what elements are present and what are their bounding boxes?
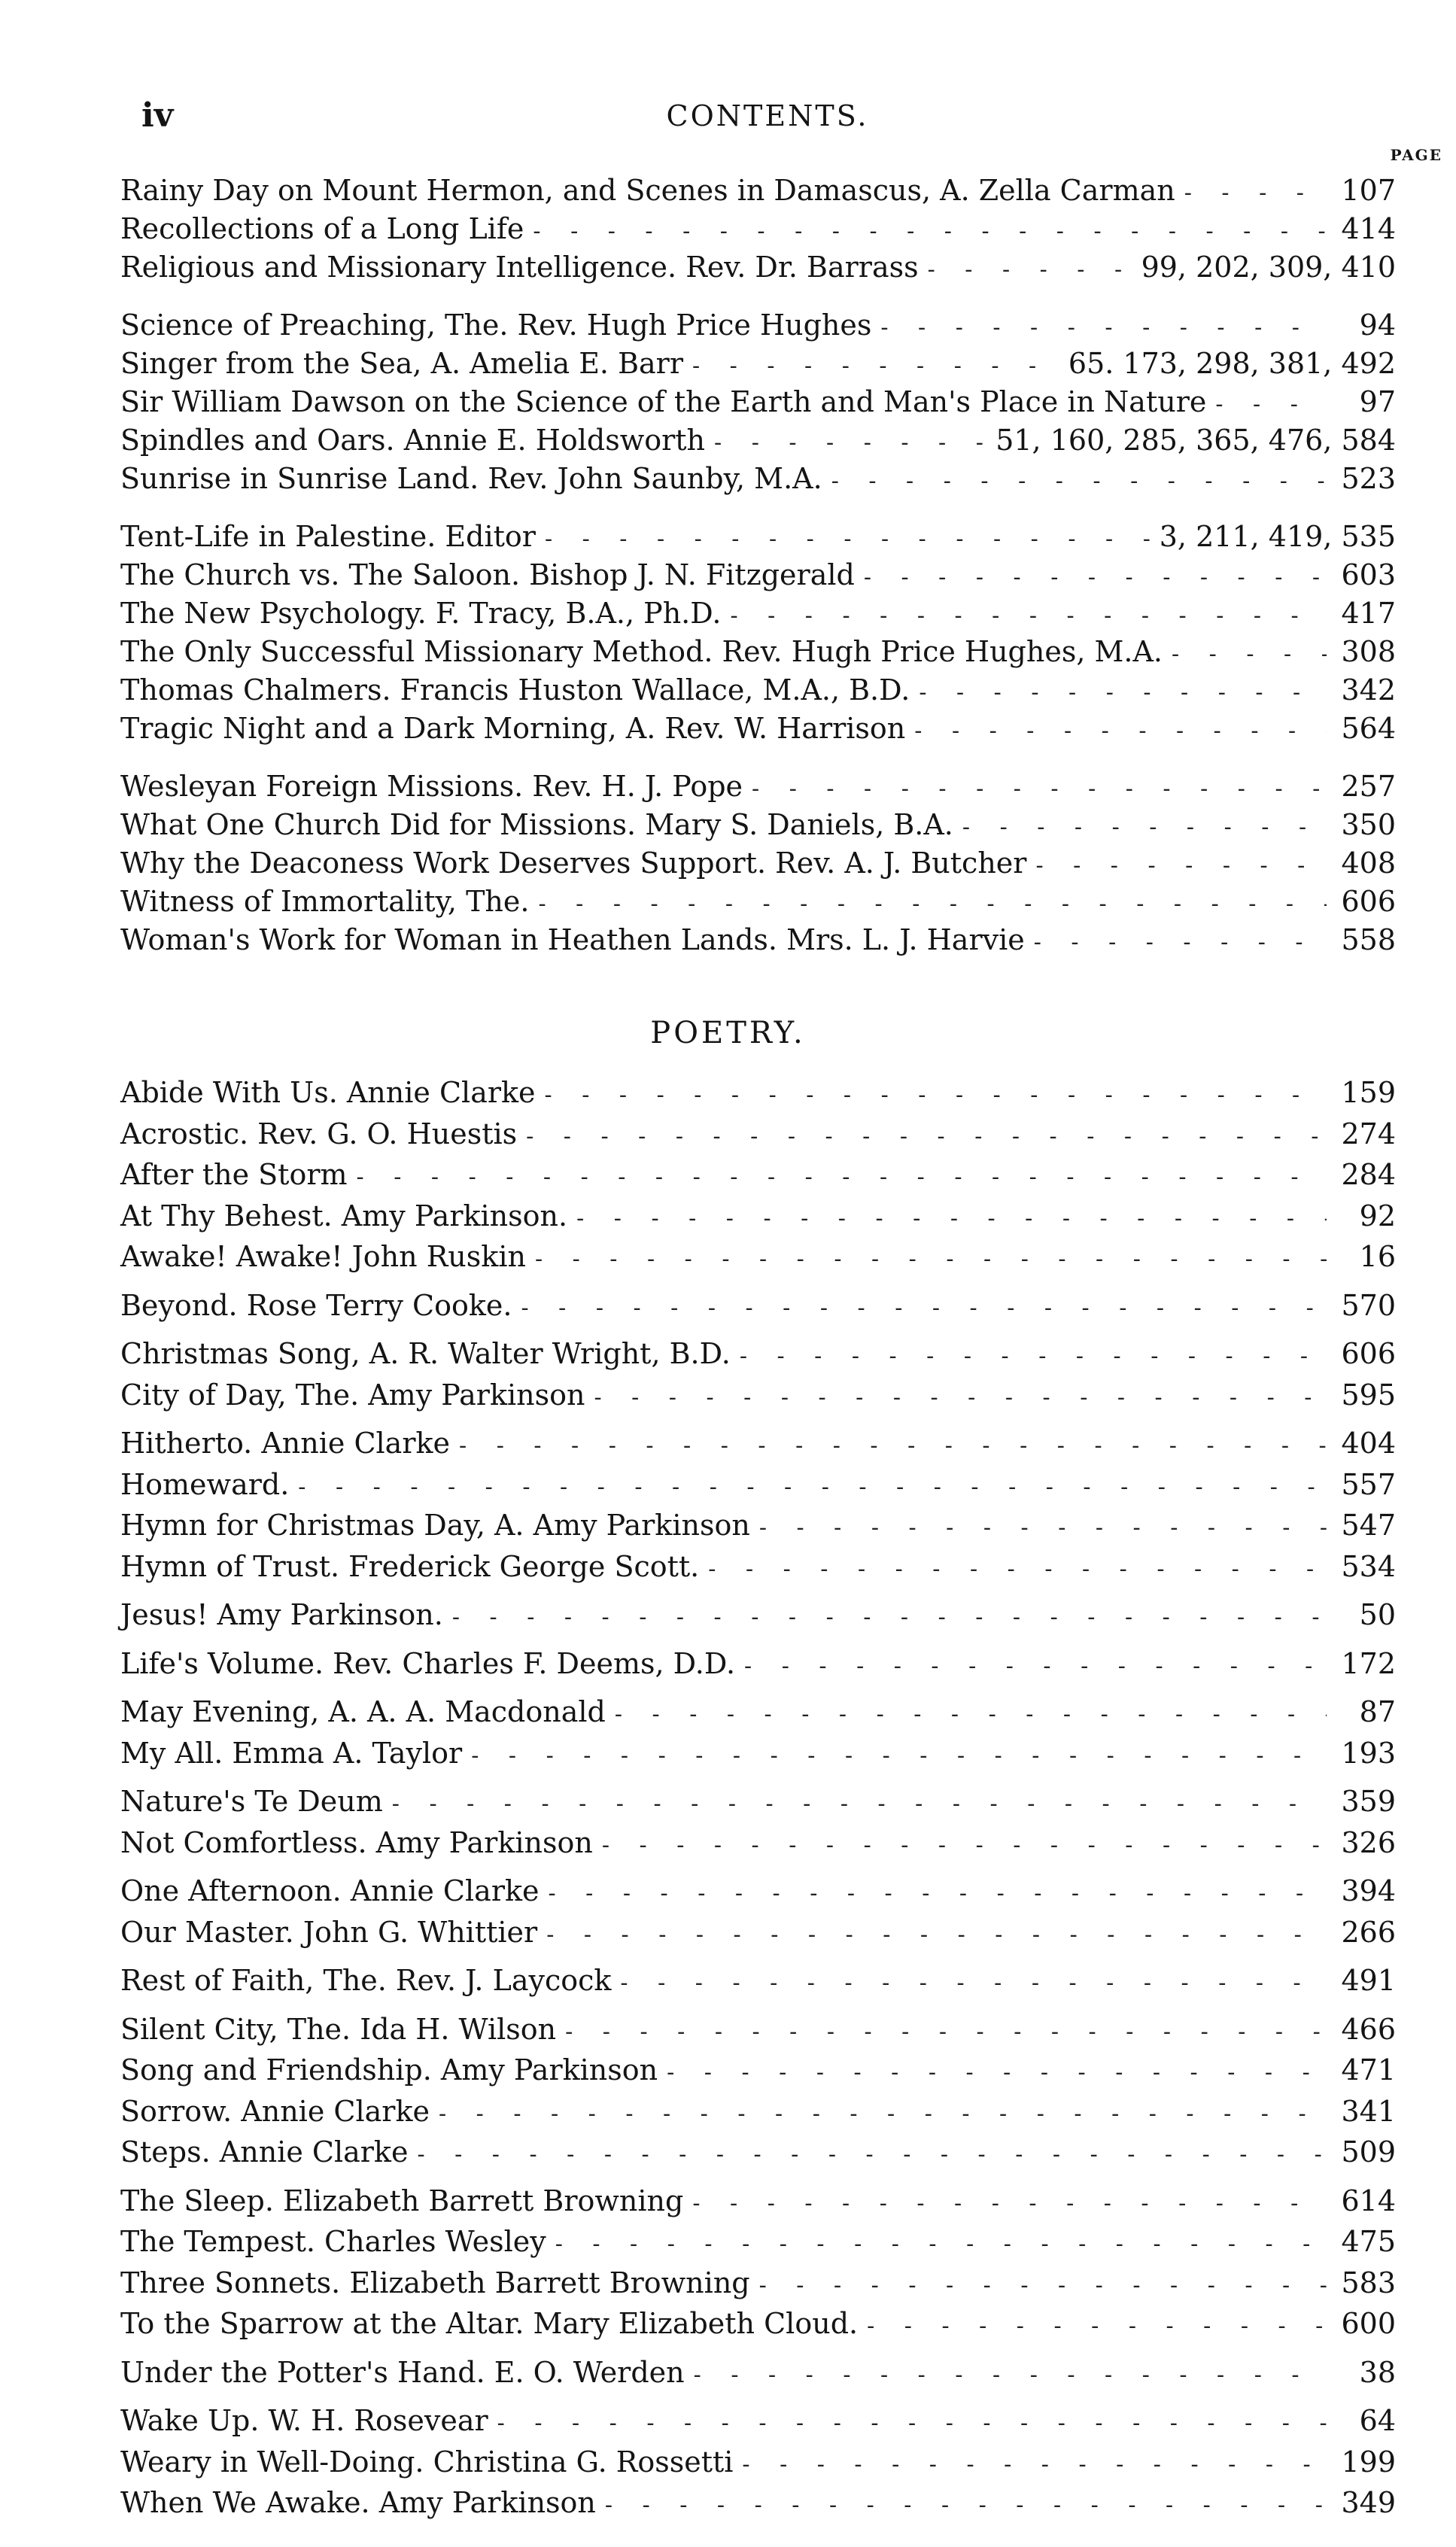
entry-pages: 394 <box>1341 1874 1396 1907</box>
entry-pages: 523 <box>1341 462 1396 496</box>
contents-entry <box>120 1546 1396 1588</box>
entry-title: Sir William Dawson on the Science of the Earth and Man's Place in Nature <box>120 384 1207 418</box>
leader-dots <box>521 1285 1327 1330</box>
entry-pages: 414 <box>1341 212 1396 246</box>
entry-title: City of Day, The. Amy Parkinson <box>120 1378 585 1412</box>
leader-dots <box>576 1196 1327 1240</box>
entry-pages: 97 <box>1359 384 1396 418</box>
entry-pages: 199 <box>1341 2445 1396 2479</box>
entry-pages: 534 <box>1341 1549 1396 1583</box>
leader-dots <box>867 2303 1327 2348</box>
contents-entry <box>120 1154 1396 1196</box>
contents-entry <box>120 2132 1396 2173</box>
contents-entry <box>120 1822 1396 1864</box>
entry-pages: 349 <box>1341 2486 1396 2519</box>
leader-dots <box>1034 921 1327 962</box>
entry-title: What One Church Did for Missions. Mary S. Daniels, B.A. <box>120 807 953 841</box>
entry-pages: 558 <box>1341 923 1396 957</box>
entry-title: Hitherto. Annie Clarke <box>120 1427 451 1460</box>
entry-pages: 65. 173, 298, 381, 492 <box>1068 346 1396 380</box>
leader-dots <box>392 1781 1327 1825</box>
entry-title: Homeward. <box>120 1467 290 1501</box>
leader-dots <box>692 345 1059 385</box>
entry-pages: 87 <box>1359 1695 1396 1728</box>
contents-entry <box>120 844 1396 883</box>
leader-dots <box>962 806 1327 846</box>
contents-entry <box>120 1594 1396 1636</box>
entry-pages: 564 <box>1341 712 1396 746</box>
entry-title: Science of Preaching, The. Rev. Hugh Price Hughes <box>120 308 872 342</box>
entry-pages: 491 <box>1341 1964 1396 1997</box>
entry-pages: 509 <box>1341 2135 1396 2169</box>
leader-dots <box>497 2400 1327 2445</box>
leader-dots <box>752 767 1327 808</box>
leader-dots <box>620 1960 1327 2004</box>
entry-title: Tragic Night and a Dark Morning, A. Rev. W. Harrison <box>120 712 906 746</box>
leader-dots <box>730 594 1327 635</box>
entry-pages: 600 <box>1341 2307 1396 2340</box>
entry-pages: 16 <box>1359 1240 1396 1273</box>
entry-title: Recollections of a Long Life <box>120 212 524 246</box>
entry-pages: 107 <box>1341 174 1396 207</box>
leader-dots <box>864 556 1327 597</box>
contents-entry <box>120 2352 1396 2394</box>
entry-pages: 359 <box>1341 1785 1396 1818</box>
contents-entry <box>120 210 1396 248</box>
entry-title: Tent-Life in Palestine. Editor <box>120 519 536 553</box>
contents-entry <box>120 306 1396 345</box>
entry-title: Sorrow. Annie Clarke <box>120 2094 430 2128</box>
entry-title: The Tempest. Charles Wesley <box>120 2225 546 2258</box>
leader-dots <box>471 1733 1327 1777</box>
entry-title: Awake! Awake! John Ruskin <box>120 1240 526 1273</box>
entry-pages: 257 <box>1341 769 1396 803</box>
poetry-contents-list <box>120 1072 1396 2524</box>
entry-pages: 350 <box>1341 807 1396 841</box>
contents-entry <box>120 1236 1396 1278</box>
contents-entry <box>120 1375 1396 1416</box>
folio: iv <box>141 96 174 135</box>
leader-dots <box>831 460 1327 500</box>
entry-title: When We Awake. Amy Parkinson <box>120 2486 596 2519</box>
contents-entry <box>120 1781 1396 1822</box>
leader-dots <box>919 671 1327 712</box>
entry-title: The Sleep. Elizabeth Barrett Browning <box>120 2184 684 2217</box>
leader-dots <box>880 306 1327 347</box>
leader-dots <box>452 1594 1327 1639</box>
entry-title: One Afternoon. Annie Clarke <box>120 1874 540 1907</box>
entry-pages: 475 <box>1341 2225 1396 2258</box>
contents-entry <box>120 345 1396 383</box>
entry-title: Wesleyan Foreign Missions. Rev. H. J. Pope <box>120 769 743 803</box>
entry-pages: 51, 160, 285, 365, 476, 584 <box>995 424 1396 457</box>
contents-entry <box>120 1196 1396 1237</box>
leader-dots <box>914 710 1327 750</box>
entry-pages: 408 <box>1341 846 1396 880</box>
contents-entry <box>120 2482 1396 2524</box>
contents-entry <box>120 1912 1396 1953</box>
contents-entry <box>120 172 1396 210</box>
leader-dots <box>545 1072 1327 1117</box>
entry-title: Silent City, The. Ida H. Wilson <box>120 2012 557 2046</box>
contents-entry <box>120 1333 1396 1375</box>
entry-title: Our Master. John G. Whittier <box>120 1915 538 1949</box>
entry-pages: 557 <box>1341 1467 1396 1501</box>
entry-title: Why the Deaconess Work Deserves Support. Rev. A. J. Butcher <box>120 846 1027 880</box>
entry-title: Witness of Immortality, The. <box>120 885 530 919</box>
entry-pages: 570 <box>1341 1288 1396 1322</box>
entry-title: At Thy Behest. Amy Parkinson. <box>120 1199 568 1232</box>
contents-entry <box>120 1643 1396 1685</box>
contents-entry <box>120 806 1396 844</box>
contents-entry <box>120 383 1396 421</box>
leader-dots <box>1035 844 1327 885</box>
leader-dots <box>1215 383 1327 424</box>
entry-pages: 193 <box>1341 1736 1396 1770</box>
contents-entry <box>120 1733 1396 1774</box>
leader-dots <box>1184 172 1327 212</box>
entry-title: Acrostic. Rev. G. O. Huestis <box>120 1117 518 1150</box>
contents-entry <box>120 556 1396 594</box>
contents-entry <box>120 460 1396 498</box>
entry-pages: 159 <box>1341 1076 1396 1109</box>
leader-dots <box>417 2132 1327 2176</box>
leader-dots <box>545 518 1151 558</box>
entry-title: Not Comfortless. Amy Parkinson <box>120 1825 593 1859</box>
leader-dots <box>742 2442 1327 2486</box>
entry-title: Woman's Work for Woman in Heathen Lands. Mrs. L. J. Harvie <box>120 923 1025 957</box>
leader-dots <box>533 210 1327 251</box>
page-column-label: PAGE <box>1390 146 1442 164</box>
leader-dots <box>565 2009 1327 2053</box>
entry-pages: 274 <box>1341 1117 1396 1150</box>
entry-pages: 92 <box>1359 1199 1396 1232</box>
entry-title: Under the Potter's Hand. E. O. Werden <box>120 2355 685 2389</box>
leader-dots <box>667 2050 1327 2094</box>
entry-title: Sunrise in Sunrise Land. Rev. John Saunby, M.A. <box>120 462 822 496</box>
contents-entry <box>120 594 1396 633</box>
leader-dots <box>759 1505 1327 1549</box>
entry-title: To the Sparrow at the Altar. Mary Elizabeth Cloud. <box>120 2307 859 2340</box>
entry-title: Rainy Day on Mount Hermon, and Scenes in Damascus, A. Zella Carman <box>120 174 1175 207</box>
entry-pages: 471 <box>1341 2053 1396 2087</box>
leader-dots <box>298 1464 1327 1509</box>
entry-title: Abide With Us. Annie Clarke <box>120 1076 536 1109</box>
entry-title: Thomas Chalmers. Francis Huston Wallace, M.A., B.D. <box>120 673 910 707</box>
contents-entry <box>120 1072 1396 1114</box>
entry-pages: 614 <box>1341 2184 1396 2217</box>
entry-title: Beyond. Rose Terry Cooke. <box>120 1288 512 1322</box>
leader-dots <box>708 1546 1327 1591</box>
entry-title: The New Psychology. F. Tracy, B.A., Ph.D. <box>120 596 722 630</box>
contents-entry <box>120 2050 1396 2091</box>
leader-dots <box>602 1822 1327 1867</box>
entry-pages: 326 <box>1341 1825 1396 1859</box>
leader-dots <box>555 2221 1327 2266</box>
contents-entry <box>120 671 1396 710</box>
contents-entry <box>120 421 1396 460</box>
entry-pages: 99, 202, 309, 410 <box>1141 251 1396 284</box>
leader-dots <box>546 1912 1327 1956</box>
poetry-heading: POETRY. <box>650 1016 806 1050</box>
entry-pages: 606 <box>1341 885 1396 919</box>
leader-dots <box>740 1333 1327 1378</box>
contents-entry <box>120 2181 1396 2222</box>
entry-title: Christmas Song, A. R. Walter Wright, B.D. <box>120 1337 731 1370</box>
entry-title: The Church vs. The Saloon. Bishop J. N. Fitzgerald <box>120 558 855 591</box>
leader-dots <box>439 2091 1327 2135</box>
entry-pages: 172 <box>1341 1646 1396 1680</box>
leader-dots <box>459 1423 1327 1467</box>
entry-title: My All. Emma A. Taylor <box>120 1736 463 1770</box>
leader-dots <box>535 1236 1327 1281</box>
leader-dots <box>744 1643 1327 1688</box>
entry-pages: 341 <box>1341 2094 1396 2128</box>
contents-entry <box>120 1871 1396 1912</box>
contents-entry <box>120 1691 1396 1733</box>
contents-entry <box>120 2009 1396 2050</box>
prose-contents-list <box>120 172 1396 960</box>
contents-entry <box>120 921 1396 959</box>
contents-entry <box>120 633 1396 671</box>
running-title: CONTENTS. <box>666 99 869 132</box>
entry-pages: 595 <box>1341 1378 1396 1412</box>
contents-entry <box>120 710 1396 748</box>
entry-pages: 466 <box>1341 2012 1396 2046</box>
leader-dots <box>357 1154 1327 1199</box>
entry-title: Religious and Missionary Intelligence. Rev. Dr. Barrass <box>120 251 919 284</box>
entry-title: May Evening, A. A. A. Macdonald <box>120 1695 606 1728</box>
entry-pages: 266 <box>1341 1915 1396 1949</box>
entry-title: Steps. Annie Clarke <box>120 2135 409 2169</box>
entry-pages: 583 <box>1341 2266 1396 2299</box>
entry-title: Wake Up. W. H. Rosevear <box>120 2404 488 2437</box>
leader-dots <box>615 1691 1327 1736</box>
contents-entry <box>120 1464 1396 1506</box>
contents-entry <box>120 2400 1396 2442</box>
page-header <box>135 96 1400 141</box>
entry-title: Rest of Faith, The. Rev. J. Laycock <box>120 1964 612 1997</box>
entry-title: Three Sonnets. Elizabeth Barrett Browning <box>120 2266 750 2299</box>
entry-title: Weary in Well-Doing. Christina G. Rossetti <box>120 2445 734 2479</box>
contents-entry <box>120 1114 1396 1155</box>
leader-dots <box>526 1114 1327 1158</box>
entry-pages: 603 <box>1341 558 1396 591</box>
contents-entry <box>120 1505 1396 1546</box>
leader-dots <box>1172 633 1327 673</box>
leader-dots <box>928 248 1132 289</box>
contents-entry <box>120 2091 1396 2132</box>
leader-dots <box>694 2352 1327 2397</box>
entry-pages: 417 <box>1341 596 1396 630</box>
entry-pages: 606 <box>1341 1337 1396 1370</box>
leader-dots <box>759 2263 1327 2307</box>
entry-title: The Only Successful Missionary Method. Rev. Hugh Price Hughes, M.A. <box>120 635 1163 669</box>
entry-pages: 50 <box>1359 1598 1396 1631</box>
contents-entry <box>120 1960 1396 2001</box>
entry-pages: 38 <box>1359 2355 1396 2389</box>
entry-title: Life's Volume. Rev. Charles F. Deems, D.D. <box>120 1646 736 1680</box>
entry-pages: 3, 211, 419, 535 <box>1159 519 1396 553</box>
entry-title: Song and Friendship. Amy Parkinson <box>120 2053 658 2087</box>
entry-pages: 308 <box>1341 635 1396 669</box>
contents-entry <box>120 518 1396 556</box>
entry-title: Singer from the Sea, A. Amelia E. Barr <box>120 346 683 380</box>
entry-title: Nature's Te Deum <box>120 1785 383 1818</box>
entry-pages: 342 <box>1341 673 1396 707</box>
leader-dots <box>594 1375 1327 1419</box>
contents-entry <box>120 883 1396 921</box>
entry-title: Spindles and Oars. Annie E. Holdsworth <box>120 424 706 457</box>
entry-title: Jesus! Amy Parkinson. <box>120 1598 443 1631</box>
leader-dots <box>549 1871 1327 1915</box>
contents-entry <box>120 1423 1396 1464</box>
entry-title: After the Storm <box>120 1158 348 1191</box>
contents-entry <box>120 2221 1396 2263</box>
contents-entry <box>120 767 1396 806</box>
contents-entry <box>120 2442 1396 2483</box>
leader-dots <box>714 421 986 462</box>
entry-pages: 547 <box>1341 1509 1396 1542</box>
entry-pages: 64 <box>1359 2404 1396 2437</box>
entry-title: Hymn of Trust. Frederick George Scott. <box>120 1549 700 1583</box>
leader-dots <box>692 2181 1327 2225</box>
entry-title: Hymn for Christmas Day, A. Amy Parkinson <box>120 1509 750 1542</box>
contents-entry <box>120 248 1396 287</box>
leader-dots <box>605 2482 1327 2527</box>
entry-pages: 94 <box>1359 308 1396 342</box>
entry-pages: 404 <box>1341 1427 1396 1460</box>
leader-dots <box>538 883 1327 923</box>
contents-entry <box>120 1285 1396 1327</box>
contents-entry <box>120 2263 1396 2304</box>
contents-entry <box>120 2303 1396 2345</box>
entry-pages: 284 <box>1341 1158 1396 1191</box>
